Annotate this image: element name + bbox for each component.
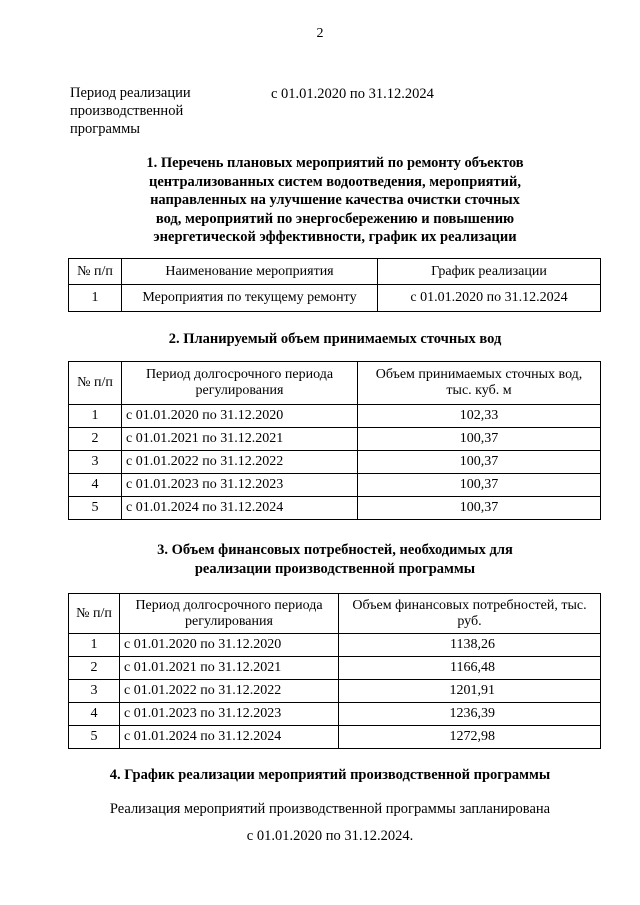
section4-title: 4. График реализации мероприятий производственной программы [109,767,551,783]
row-activity-name: Мероприятия по текущему ремонту [122,285,378,312]
section3-title-line: реализации производственной программы [194,560,476,577]
header-period: Период долгосрочного периода регулирования [122,362,358,405]
row-volume: 102,33 [358,405,601,428]
row-period: с 01.01.2020 по 31.12.2020 [120,634,339,657]
header-financial-needs: Объем финансовых потребностей, тыс. руб. [339,594,601,634]
row-period: с 01.01.2024 по 31.12.2024 [120,726,339,749]
period-label-line: Период реализации [70,85,191,101]
row-period: с 01.01.2023 по 31.12.2023 [120,703,339,726]
section3-title-line: 3. Объем финансовых потребностей, необходимых для [157,542,513,558]
row-period: с 01.01.2021 по 31.12.2021 [122,428,358,451]
table-row [69,634,601,657]
table-row [69,474,601,497]
row-period: с 01.01.2022 по 31.12.2022 [122,451,358,474]
row-num: 4 [69,474,122,497]
row-period: с 01.01.2022 по 31.12.2022 [120,680,339,703]
table-row [69,405,601,428]
row-volume: 100,37 [358,428,601,451]
row-num: 1 [69,634,120,657]
row-volume: 100,37 [358,451,601,474]
table-header-row [69,259,601,285]
row-num: 1 [69,285,122,312]
row-num: 1 [69,405,122,428]
table-row [69,451,601,474]
section1-title-line: вод, мероприятий по энергосбережению и повышению [155,210,515,227]
period-label [70,84,191,138]
section2-title: 2. Планируемый объем принимаемых сточных вод [168,331,502,347]
row-financial-needs: 1138,26 [339,634,601,657]
row-num: 5 [69,726,120,749]
table-row [69,680,601,703]
row-financial-needs: 1236,39 [339,703,601,726]
header-activity-name: Наименование мероприятия [122,259,378,285]
row-volume: 100,37 [358,497,601,520]
table-row [69,657,601,680]
header-volume: Объем принимаемых сточных вод, тыс. куб. м [358,362,601,405]
section1-title-line: направленных на улучшение качества очистки сточных [150,192,520,208]
activities-table [68,258,601,312]
header-period: Период долгосрочного периода регулирования [120,594,339,634]
row-volume: 100,37 [358,474,601,497]
financial-needs-table [68,593,601,749]
wastewater-volume-table [68,361,601,520]
section4-paragraph-line: Реализация мероприятий производственной программы запланирована [109,801,551,817]
header-num: № п/п [69,594,120,634]
header-schedule: График реализации [378,259,601,285]
header-num: № п/п [69,362,122,405]
row-period: с 01.01.2024 по 31.12.2024 [122,497,358,520]
row-num: 2 [69,657,120,680]
row-num: 2 [69,428,122,451]
section3-title [60,541,610,578]
period-label-line: производственной [70,103,184,119]
row-period: с 01.01.2021 по 31.12.2021 [120,657,339,680]
table-header-row [69,362,601,405]
section4-paragraph-line: с 01.01.2020 по 31.12.2024. [246,828,414,844]
section1-title [60,154,610,247]
table-row [69,285,601,312]
row-financial-needs: 1272,98 [339,726,601,749]
period-value: с 01.01.2020 по 31.12.2024 [271,86,434,102]
row-num: 3 [69,451,122,474]
table-row [69,703,601,726]
header-num: № п/п [69,259,122,285]
section1-title-line: энергетической эффективности, график их реализации [153,229,517,245]
period-label-line: программы [70,121,140,137]
row-num: 5 [69,497,122,520]
row-schedule: с 01.01.2020 по 31.12.2024 [378,285,601,312]
table-row [69,726,601,749]
row-num: 4 [69,703,120,726]
section1-title-line: 1. Перечень плановых мероприятий по ремонту объектов [146,155,524,171]
table-row [69,497,601,520]
row-period: с 01.01.2023 по 31.12.2023 [122,474,358,497]
row-financial-needs: 1201,91 [339,680,601,703]
row-financial-needs: 1166,48 [339,657,601,680]
section1-title-line: централизованных систем водоотведения, мероприятий, [149,173,521,190]
row-num: 3 [69,680,120,703]
table-header-row [69,594,601,634]
row-period: с 01.01.2020 по 31.12.2020 [122,405,358,428]
table-row [69,428,601,451]
page-number: 2 [316,26,324,41]
